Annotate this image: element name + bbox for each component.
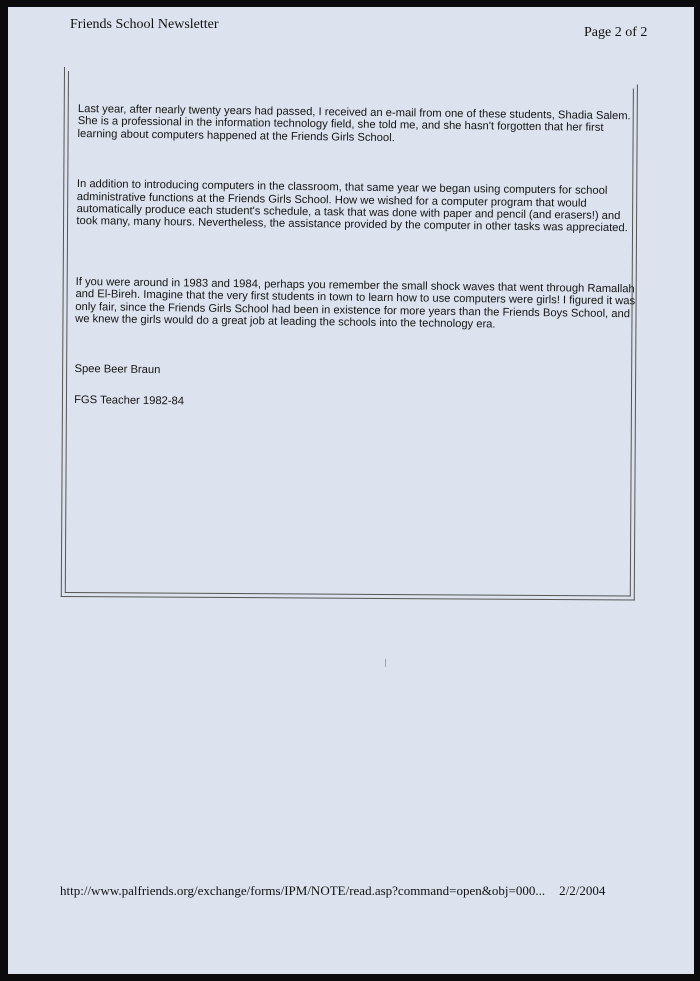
printed-page — [8, 7, 694, 974]
source-url: http://www.palfriends.org/exchange/forms/IPM/NOTE/read.asp?command=open&obj=000... — [60, 883, 546, 898]
newsletter-title: Friends School Newsletter — [70, 17, 219, 32]
print-date: 2/2/2004 — [559, 883, 606, 898]
paragraph-3: If you were around in 1983 and 1984, perhaps you remember the small shock waves that went through Ramallah and El-Bireh. Imagine that the very first students in town to learn how to use computers were girls! I figured it was only fair, since the Friends Girls School had been in existence for more years than the Friends Boys School, and we knew the girls would do a great job at leading the schools into the technology era. — [75, 275, 636, 331]
paragraph-1: Last year, after nearly twenty years had passed, I received an e-mail from one of these students, Shadia Salem. She is a professional in the information technology field, she told me, and she hasn't forgotten that her first learning about computers happened at the Friends Girls School. — [77, 103, 631, 144]
paragraph-2: In addition to introducing computers in the classroom, that same year we began using computers for school administrative functions at the Friends Girls School. How we wished for a computer program that would automatically produce each student's schedule, a task that was done with paper and pencil (and erasers!) and took many, many hours. Nevertheless, the assistance provided by the computer in other tasks was appreciated. — [76, 178, 628, 235]
frame-bottom-outer — [61, 596, 635, 601]
paper-mark — [385, 659, 386, 667]
author-name: Spee Beer Braun — [74, 363, 161, 377]
print-footer — [60, 883, 605, 899]
page-number: Page 2 of 2 — [584, 25, 648, 40]
article-body — [74, 103, 643, 414]
author-role: FGS Teacher 1982-84 — [74, 393, 185, 408]
frame-left-inner — [65, 71, 69, 593]
